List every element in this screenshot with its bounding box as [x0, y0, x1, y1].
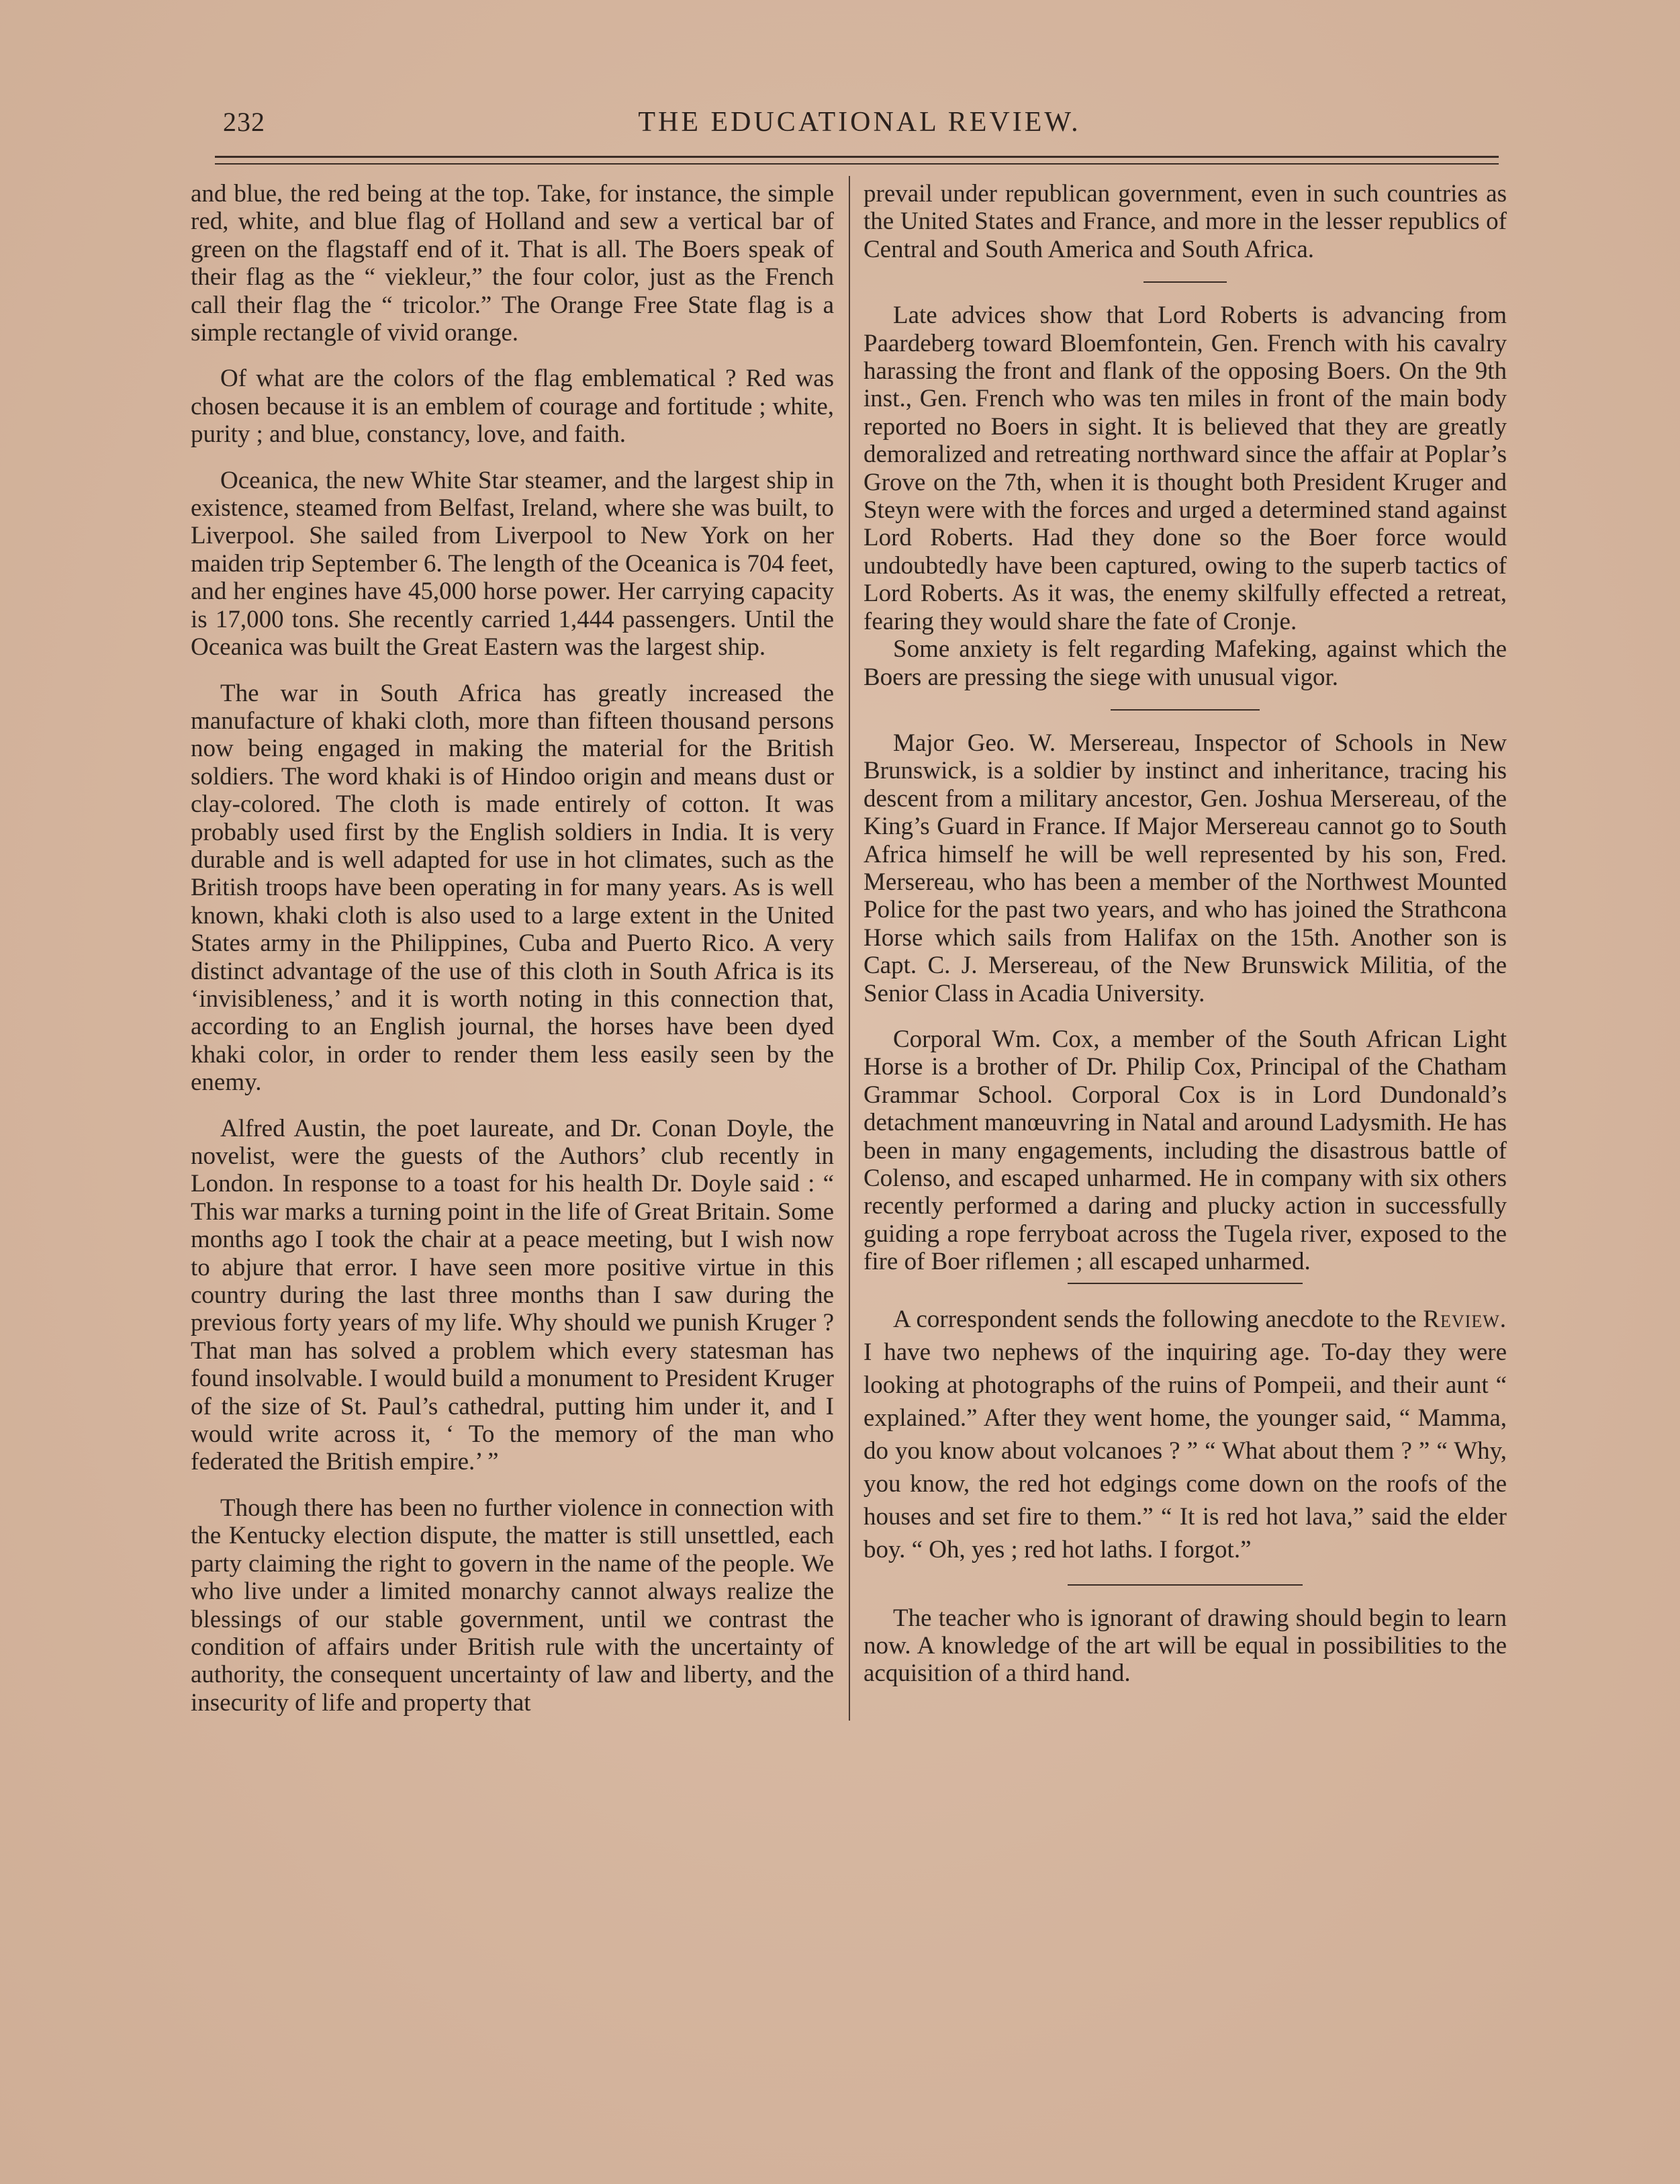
- header-rule-top: [215, 156, 1499, 158]
- column-divider: [849, 176, 850, 1721]
- paragraph-oceanica: Oceanica, the new White Star steamer, and the largest ship in existence, steamed from Belfast, Ireland, where she was built, to Liverpool. She sailed from Liverpool to New York on her maiden trip September 6. The length of the Oceanica is 704 feet, and her engines have 45,000 horse power. Her carrying capacity is 17,000 tons. She recently carried 1,444 passengers. Until the Oceanica was built the Great Eastern was the largest ship.: [191, 466, 834, 662]
- paragraph-kentucky: Though there has been no further violence in connection with the Kentucky election dispute, the matter is still unsettled, each party claiming the right to govern in the name of the people. We who live under a limited monarchy cannot always realize the blessings of our stable government, until we contrast the condition of affairs under British rule with the uncertainty of authority, the consequent uncertainty of law and liberty, and the insecurity of life and property that: [191, 1494, 834, 1717]
- paragraph-flag-colors: and blue, the red being at the top. Take, for instance, the simple red, white, and blue flag of Holland and sew a vertical bar of green on the flagstaff end of it. That is all. The Boers speak of their flag as the “ viekleur,” the four color, just as the French call their flag the “ tricolor.” The Orange Free State flag is a simple rectangle of vivid orange.: [191, 180, 834, 347]
- journal-title: THE EDUCATIONAL REVIEW.: [638, 107, 1081, 138]
- anecdote-text-end: I have two nephews of the inquiring age. To-day they were looking at photographs of the ruins of Pompeii, and their aunt “ explained.” After they went home, the younger said, “ Mamma, do you know about volcanoes ? ” “ What about them ? ” “ Why, you know, the red hot edgings come down on the roofs of the houses and set fire to them.” “ It is red hot lava,” said the elder boy. “ Oh, yes ; red hot laths. I forgot.”: [864, 1338, 1507, 1563]
- paragraph-lord-roberts: Late advices show that Lord Roberts is advancing from Paardeberg toward Bloemfontein, Gen. French with his cavalry harassing the front and flank of the opposing Boers. On the 9th inst., Gen. French who was ten miles in front of the main body reported no Boers in sight. It is believed that they are greatly demoralized and retreating northward since the affair at Poplar’s Grove on the 7th, when it is thought both President Kruger and Steyn were with the forces and urged a determined stand against Lord Roberts. Had they done so the Boer force would undoubtedly have been captured, owing to the superb tactics of Lord Roberts. As it was, the enemy skilfully effected a retreat, fearing they would share the fate of Cronje.: [864, 302, 1507, 635]
- header-rule-bottom: [215, 163, 1499, 165]
- paragraph-flag-emblem: Of what are the colors of the flag emblematical ? Red was chosen because it is an emblem of courage and fortitude ; white, purity ; and blue, constancy, love, and faith.: [191, 365, 834, 449]
- review-small-caps: Review.: [1423, 1305, 1507, 1333]
- paragraph-conan-doyle: Alfred Austin, the poet laureate, and Dr. Conan Doyle, the novelist, were the guests of the Authors’ club recently in London. In response to a toast for his health Dr. Doyle said : “ This war marks a turning point in the life of Great Britain. Some months ago I took the chair at a peace meeting, but I wish now to abjure that error. I have seen more positive virtue in this country during the last three months than I saw during the previous forty years of my life. Why should we punish Kruger ? That man has solved a problem which every statesman has found insolvable. I would build a monument to President Kruger of the size of St. Paul’s cathedral, putting him under it, and I would write across it, ‘ To the memory of the man who federated the British empire.’ ”: [191, 1114, 834, 1476]
- paragraph-khaki: The war in South Africa has greatly increased the manufacture of khaki cloth, more than fifteen thousand persons now being engaged in making the material for the British soldiers. The word khaki is of Hindoo origin and means dust or clay-colored. The cloth is made entirely of cotton. It was probably used first by the English soldiers in India. It is very durable and is well adapted for use in hot climates, such as the British troops have been operating in for many years. As is well known, khaki cloth is also used to a large extent in the United States army in the Philippines, Cuba and Puerto Rico. A very distinct advantage of the use of this cloth in South Africa is its ‘invisibleness,’ and it is worth noting in this connection that, according to an English journal, the horses have been dyed khaki color, in order to render them less easily seen by the enemy.: [191, 679, 834, 1097]
- right-column: [864, 180, 1507, 1706]
- section-separator: [1111, 709, 1260, 711]
- paragraph-mafeking: Some anxiety is felt regarding Mafeking, against which the Boers are pressing the siege with unusual vigor.: [864, 635, 1507, 691]
- paragraph-mersereau: Major Geo. W. Mersereau, Inspector of Schools in New Brunswick, is a soldier by instinct and inheritance, tracing his descent from a military ancestor, Gen. Joshua Mersereau, of the King’s Guard in France. If Major Mersereau cannot go to South Africa himself he will be well represented by his son, Fred. Mersereau, who has been a member of the Northwest Mounted Police for the past two years, and who has joined the Strathcona Horse which sails from Halifax on the 15th. Another son is Capt. C. J. Mersereau, of the New Brunswick Militia, of the Senior Class in Acadia University.: [864, 729, 1507, 1007]
- left-column: [191, 180, 834, 1717]
- paragraph-anecdote: [864, 1303, 1507, 1566]
- paragraph-drawing: The teacher who is ignorant of drawing should begin to learn now. A knowledge of the art will be equal in possibilities to the acquisition of a third hand.: [864, 1604, 1507, 1688]
- paragraph-republican-government: prevail under republican government, even in such countries as the United States and France, and more in the lesser republics of Central and South America and South Africa.: [864, 180, 1507, 263]
- section-separator: [1068, 1584, 1303, 1586]
- page-number: 232: [223, 107, 265, 137]
- anecdote-text-start: A correspondent sends the following anecdote to the: [893, 1305, 1417, 1333]
- page-header: [215, 106, 1504, 146]
- section-separator: [1144, 281, 1227, 283]
- paragraph-corporal-cox: Corporal Wm. Cox, a member of the South African Light Horse is a brother of Dr. Philip Cox, Principal of the Chatham Grammar School. Corporal Cox is in Lord Dundonald’s detachment manœuvring in Natal and around Ladysmith. He has been in many engagements, including the disastrous battle of Colenso, and escaped unharmed. He in company with six others recently performed a daring and plucky action in successfully guiding a rope ferryboat across the Tugela river, exposed to the fire of Boer riflemen ; all escaped unharmed.: [864, 1025, 1507, 1276]
- section-separator: [1068, 1283, 1303, 1284]
